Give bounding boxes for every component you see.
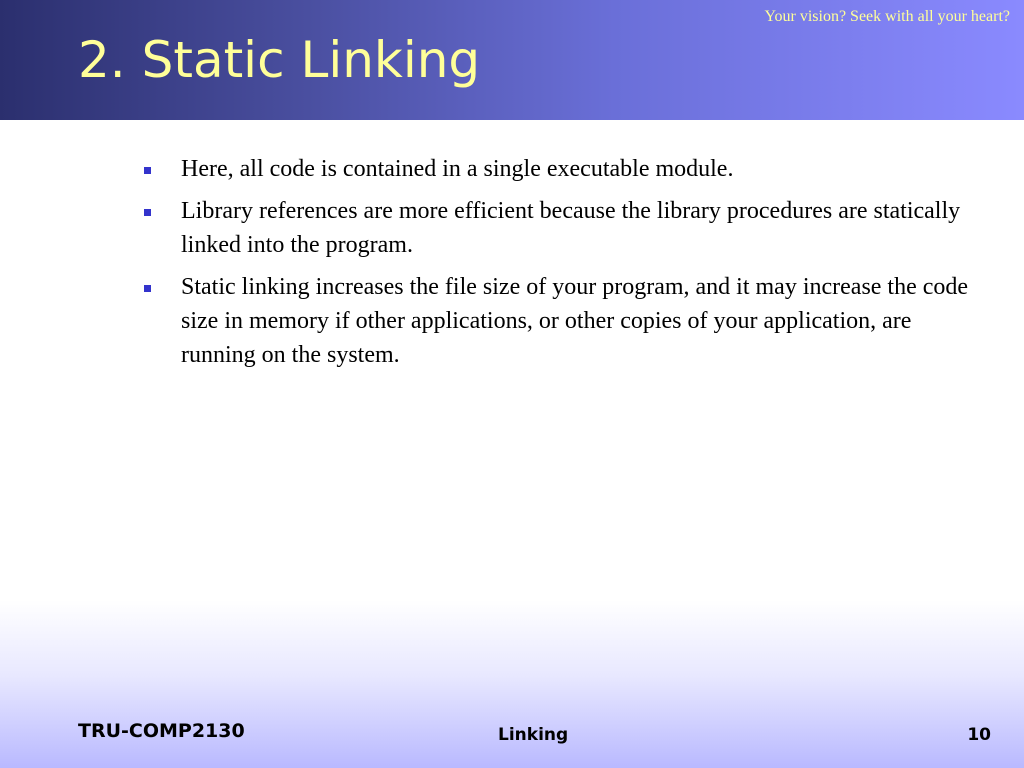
square-bullet-icon	[144, 285, 151, 292]
bullet-item	[140, 152, 990, 186]
footer-topic: Linking	[498, 725, 569, 745]
bullet-text: Static linking increases the file size of your program, and it may increase the code size in memory if other applications, or other copies of your application, are running on the system.	[181, 274, 969, 368]
bullet-text: Here, all code is contained in a single executable module.	[181, 156, 734, 182]
bullet-list	[140, 152, 990, 380]
bullet-text: Library references are more efficient because the library procedures are statically linked into the program.	[181, 198, 961, 258]
bullet-item	[140, 270, 990, 372]
tagline: Your vision? Seek with all your heart?	[764, 8, 1010, 25]
square-bullet-icon	[144, 167, 151, 174]
bullet-item	[140, 194, 990, 262]
header-band	[0, 0, 1024, 120]
square-bullet-icon	[144, 209, 151, 216]
slide-title: 2. Static Linking	[78, 31, 481, 89]
page-number: 10	[967, 725, 991, 745]
footer-course: TRU-COMP2130	[78, 720, 245, 742]
